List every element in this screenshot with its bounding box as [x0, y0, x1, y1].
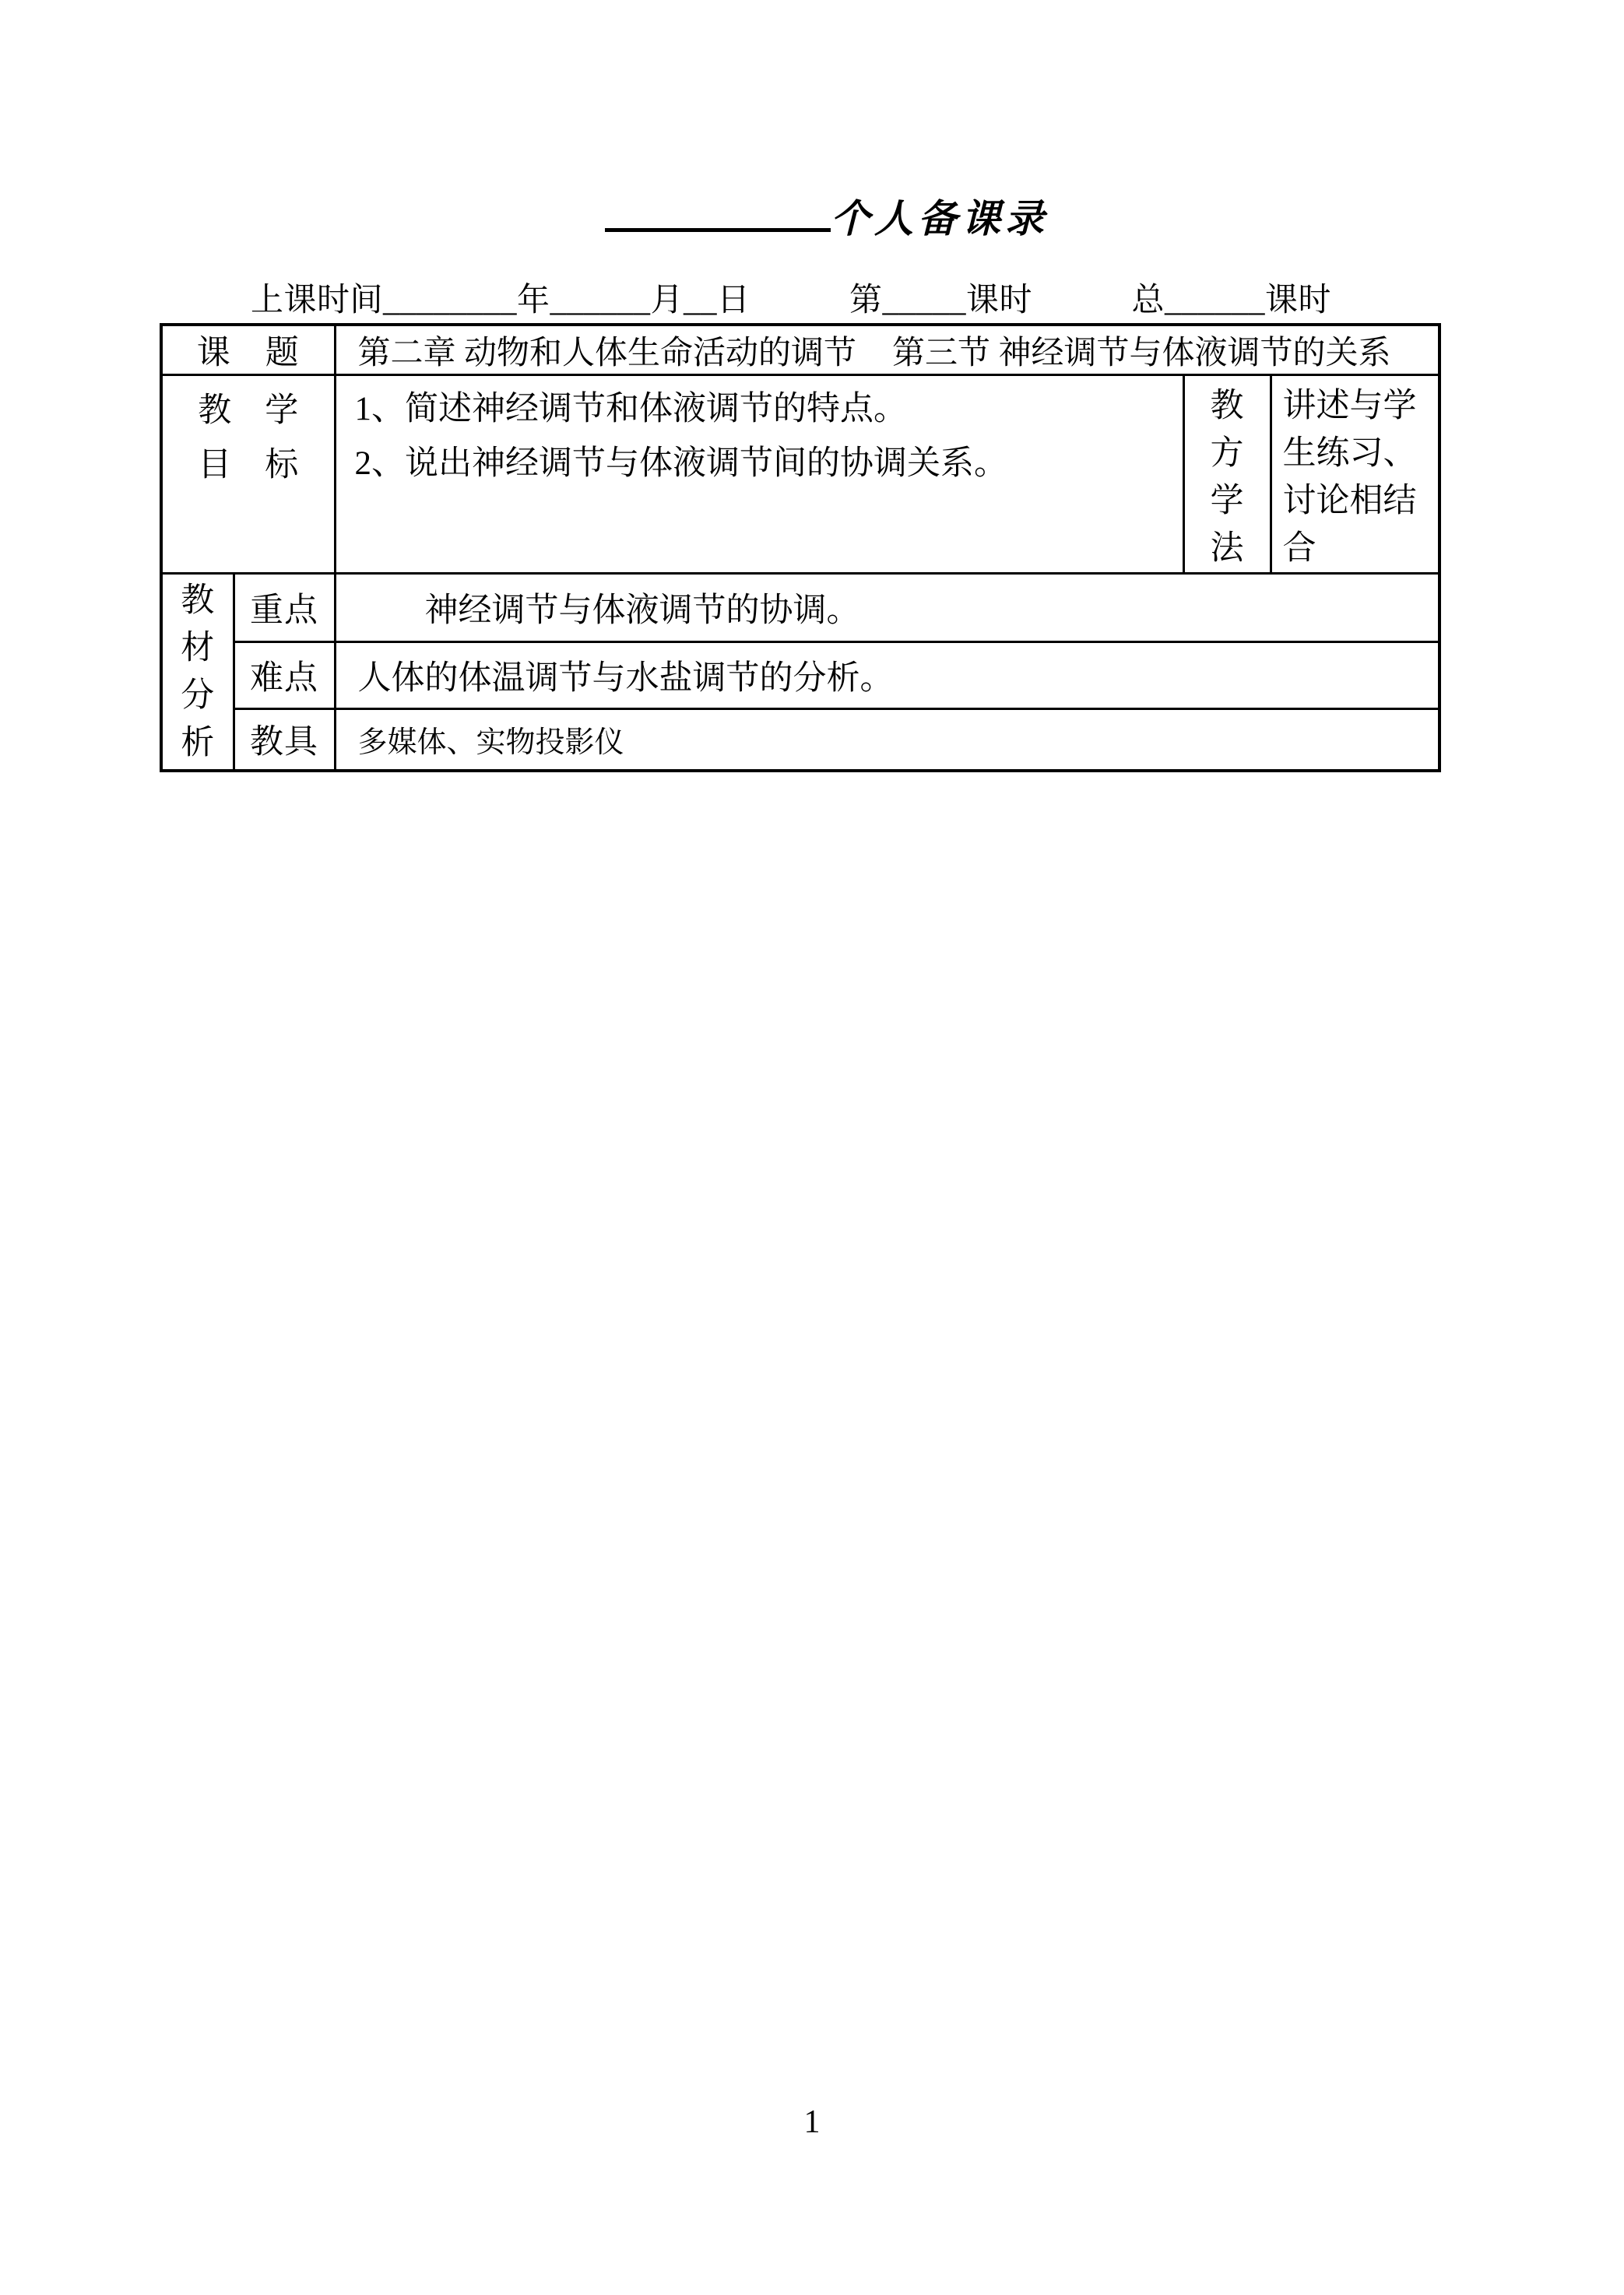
objectives-label-line: 教 学 [198, 392, 299, 429]
lesson-plan-table [160, 323, 1441, 772]
difficult-point-content-cell: 人体的体温调节与水盐调节的分析。 [335, 642, 1439, 709]
objectives-row [161, 375, 1439, 574]
class-time-line: 上课时间________年______月__日 第_____课时 总______课时 [251, 283, 1332, 318]
difficult-point-row [161, 642, 1439, 709]
material-analysis-label-cell [161, 574, 234, 771]
method-label-cell [1183, 375, 1271, 574]
teaching-aids-content-cell: 多媒体、实物投影仪 [335, 709, 1439, 771]
topic-row [161, 325, 1439, 375]
method-label: 教方学法 [1210, 388, 1244, 568]
method-content-cell: 讲述与学生练习、讨论相结合 [1271, 375, 1439, 574]
teaching-aids-label-cell: 教具 [234, 709, 335, 771]
key-point-row [161, 574, 1439, 642]
objectives-label-cell [161, 375, 335, 574]
objectives-content-cell [335, 375, 1183, 574]
title-blank-line [605, 187, 831, 232]
material-analysis-label: 教材分析 [181, 582, 215, 761]
objective-item: 2、说出神经调节与体液调节间的协调关系。 [354, 445, 1007, 482]
teaching-aids-row [161, 709, 1439, 771]
topic-content-cell [335, 325, 1439, 375]
key-point-content-cell: 神经调节与体液调节的协调。 [335, 574, 1439, 642]
difficult-point-label-cell: 难点 [234, 642, 335, 709]
page-number: 1 [803, 2104, 821, 2140]
topic-chapter: 第二章 动物和人体生命活动的调节 [357, 335, 857, 371]
objectives-label-line: 目 标 [198, 446, 299, 483]
document-title: 个人备课录 [831, 197, 1049, 241]
topic-section: 第三节 神经调节与体液调节的关系 [892, 335, 1391, 371]
key-point-label-cell: 重点 [234, 574, 335, 642]
objective-item: 1、简述神经调节和体液调节的特点。 [354, 391, 907, 427]
topic-label-cell: 课 题 [161, 325, 335, 375]
document-title-line [605, 187, 1049, 255]
